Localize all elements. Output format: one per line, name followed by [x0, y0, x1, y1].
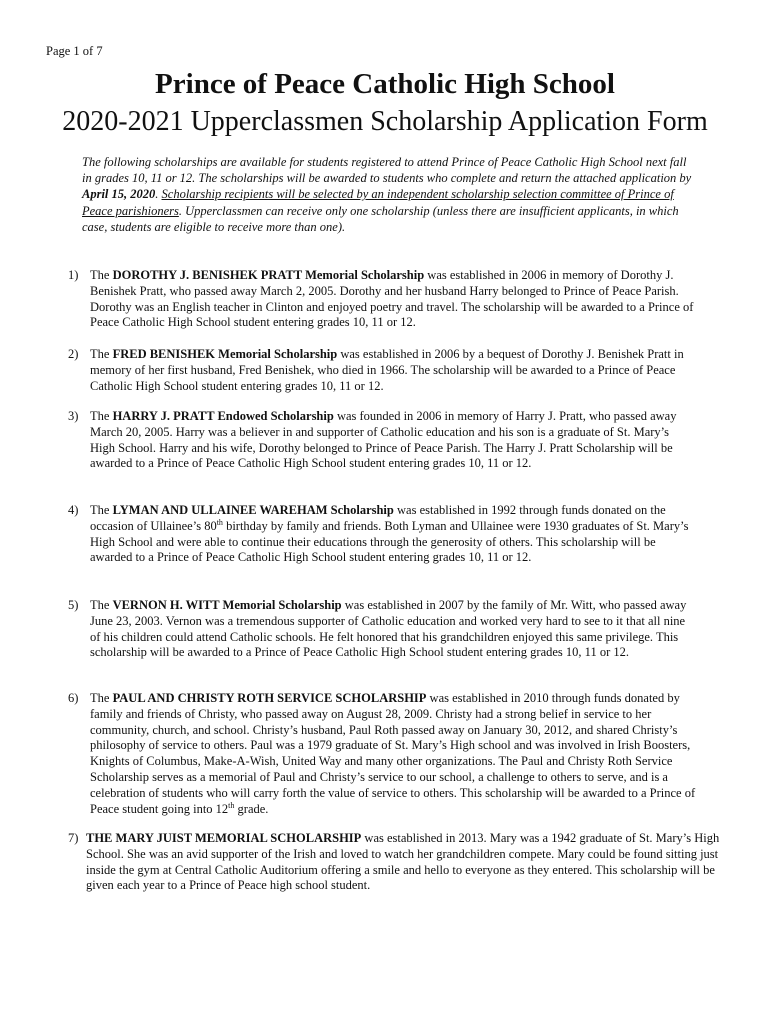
selection-committee-note: Scholarship recipients will be selected by an independent scholarship selection committee of Prince of Peace parishioners — [82, 187, 674, 218]
item-text: was founded in 2006 in memory of Harry J. Pratt, who passed away March 20, 2005. Harry was a believer in and supporter of Catholic education and his son is a graduate of St. Mary’s High School. Harry and his wife, Dorothy belonged to Prince of Peace Parish. The Harry J. Pratt Scholarship will be awarded to a Prince of Peace Catholic High School student entering grades 10, 11 or 12. — [90, 409, 677, 471]
scholarship-name: LYMAN AND ULLAINEE WAREHAM Scholarship — [112, 503, 394, 517]
intro-text: The following scholarships are available for students registered to attend Prince of Peace Catholic High School next fall in grades 10, 11 or 12. The scholarships will be awarded to students who complete and return the attached application by — [82, 155, 692, 186]
item-number: 4) — [68, 503, 79, 517]
scholarship-item — [68, 831, 720, 894]
scholarship-name: VERNON H. WITT Memorial Scholarship — [112, 598, 342, 612]
item-prefix: The — [90, 409, 113, 423]
item-body — [90, 268, 696, 331]
ordinal-suffix: th — [228, 800, 235, 810]
item-text: was established in 2007 by the family of Mr. Witt, who passed away June 23, 2003. Vernon was a tremendous supporter of Catholic education and worked very hard to see to it that all nine of his children could attend Catholic schools. He felt honored that his grandchildren enjoyed this same privilege. This scholarship will be awarded to a Prince of Peace Catholic High School student entering grades 10, 11 or 12. — [90, 598, 687, 660]
item-prefix: The — [90, 598, 113, 612]
scholarship-item — [68, 409, 696, 472]
item-number: 6) — [68, 691, 79, 705]
scholarship-item — [68, 503, 696, 566]
deadline-date: April 15, 2020 — [82, 187, 156, 202]
form-title: 2020-2021 Upperclassmen Scholarship Application Form — [62, 106, 708, 137]
item-body — [90, 503, 696, 566]
scholarship-item — [68, 691, 696, 817]
item-prefix: The — [90, 503, 113, 517]
intro-text: . — [155, 187, 162, 202]
scholarship-name: HARRY J. PRATT Endowed Scholarship — [112, 409, 334, 423]
item-body — [90, 691, 696, 817]
item-prefix: The — [90, 268, 113, 282]
page-number: Page 1 of 7 — [46, 44, 103, 58]
scholarship-name: THE MARY JUIST MEMORIAL SCHOLARSHIP — [86, 831, 362, 845]
item-number: 7) — [68, 831, 79, 845]
scholarship-name: PAUL AND CHRISTY ROTH SERVICE SCHOLARSHIP — [112, 691, 427, 705]
item-prefix: The — [90, 691, 113, 705]
scholarship-item — [68, 598, 696, 661]
item-prefix: The — [90, 347, 113, 361]
scholarship-item — [68, 347, 696, 394]
scholarship-name: DOROTHY J. BENISHEK PRATT Memorial Scholarship — [112, 268, 425, 282]
intro-text: . Upperclassmen can receive only one scholarship (unless there are insufficient applicants, in which case, students are eligible to receive more than one). — [82, 203, 679, 234]
item-body — [90, 347, 696, 394]
scholarship-item — [68, 268, 696, 331]
intro-paragraph — [82, 154, 694, 235]
item-body — [86, 831, 726, 894]
item-number: 2) — [68, 347, 79, 361]
school-title: Prince of Peace Catholic High School — [155, 68, 615, 100]
item-text: was established in 1992 through funds donated on the occasion of Ullainee’s 80 — [90, 503, 666, 533]
ordinal-suffix: th — [216, 517, 223, 527]
item-number: 3) — [68, 409, 79, 423]
item-text: birthday by family and friends. Both Lyman and Ullainee were 1930 graduates of St. Mary’s High School and were able to continue their educations through the generosity of others. This scholarship will be awarded to a Prince of Peace Catholic High School student entering grades 10, 11 or 12. — [90, 518, 689, 565]
scholarship-name: FRED BENISHEK Memorial Scholarship — [112, 347, 338, 361]
item-body — [90, 598, 696, 661]
item-text: was established in 2010 through funds donated by family and friends of Christy, who passed away on August 28, 2009. Christy had a strong belief in service to her community, church, and school. Christy’s husband, Paul Roth passed away on January 30, 2012, and shared Christy’s philosophy of service to others. Paul was a 1979 graduate of St. Mary’s High school and was involved in Irish Boosters, Knights of Columbus, Make-A-Wish, United Way and many other organizations. The Paul and Christy Roth Service Scholarship serves as a memorial of Paul and Christy’s service to our school, a challenge to others to serve, and is a celebration of students who will carry forth the value of service to others. This scholarship will be awarded to a Prince of Peace student going into 12 — [90, 691, 696, 816]
item-number: 1) — [68, 268, 79, 282]
item-number: 5) — [68, 598, 79, 612]
item-body — [90, 409, 696, 472]
item-text: was established in 2006 in memory of Dorothy J. Benishek Pratt, who passed away March 2, 2005. Dorothy and her husband Harry belonged to Prince of Peace Parish. Dorothy was an English teacher in Clinton and enjoyed poetry and travel. The scholarship will be awarded to a Prince of Peace Catholic High School student entering grades 10, 11 or 12. — [90, 268, 694, 330]
item-text: was established in 2013. Mary was a 1942 graduate of St. Mary’s High School. She was an avid supporter of the Irish and loved to watch her grandchildren compete. Mary could be found sitting just inside the gym at Central Catholic Auditorium offering a smile and hello to everyone as they entered. This scholarship will be given each year to a Prince of Peace high school student. — [86, 831, 720, 893]
item-text: grade. — [234, 801, 269, 816]
item-text: was established in 2006 by a bequest of Dorothy J. Benishek Pratt in memory of her first husband, Fred Benishek, who died in 1966. The scholarship will be awarded to a Prince of Peace Catholic High School student entering grades 10, 11 or 12. — [90, 347, 684, 393]
